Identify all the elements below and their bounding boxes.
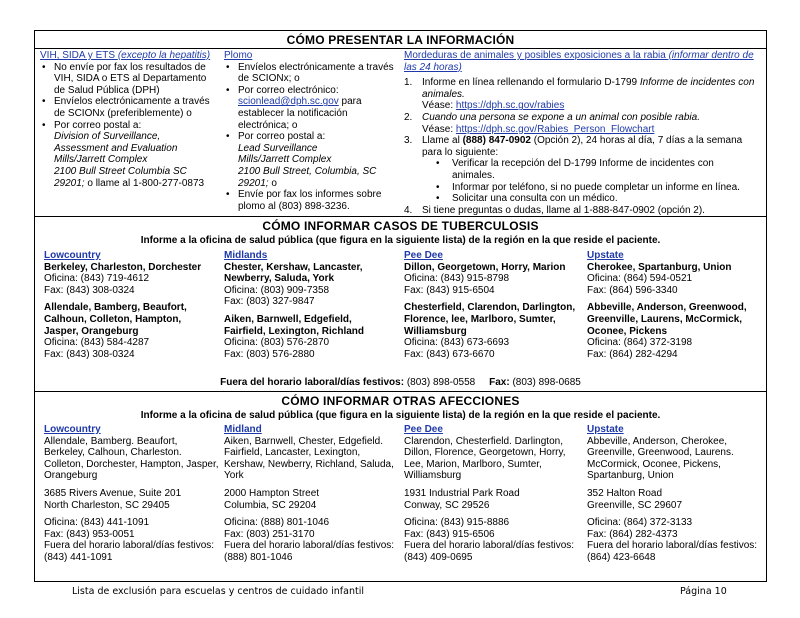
tb-counties: Chester, Kershaw, Lancaster, Newberry, Saluda, York [224,261,363,285]
section3-title: CÓMO INFORMAR OTRAS AFECCIONES [281,394,520,408]
other-afterhours: Fuera del horario laboral/días festivos: (843) 441-1091 [44,540,215,563]
other-city: Conway, SC 29526 [404,499,490,511]
tb-fax: Fax: (843) 915-6504 [404,284,495,296]
hiv-address-line2: Mills/Jarrett Complex [54,154,148,166]
divider [35,391,766,392]
lead-column [224,50,396,212]
tb-counties: Dillon, Georgetown, Horry, Marion [404,261,566,273]
divider [35,216,766,217]
other-office: Oficina: (843) 441-1091 [44,517,150,529]
tb-counties: Berkeley, Charleston, Dorchester [44,261,202,273]
other-fax: Fax: (803) 251-3170 [224,528,315,540]
other-afterhours: Fuera del horario laboral/días festivos: (888) 801-1046 [224,540,395,563]
tb-afterhours: Fuera del horario laboral/días festivos: (803) 898-0558 Fax: (803) 898-0685 [220,377,581,388]
tb-counties: Allendale, Bamberg, Beaufort, Calhoun, Colleton, Hampton, Jasper, Orangeburg [44,302,187,337]
tb-fax: Fax: (803) 576-2880 [224,348,315,360]
tb-fax: Fax: (843) 308-0324 [44,348,135,360]
other-region-name: Pee Dee [404,424,443,435]
hiv-header: VIH, SIDA y ETS (excepto la hepatitis) [40,50,211,61]
lead-header: Plomo [224,50,253,61]
tb-office: Oficina: (843) 584-4287 [44,337,150,349]
tb-region-upstate [587,250,759,360]
rabies-sub-1: • Verificar la recepción del D-1799 Informe de incidentes con animales. [434,158,756,181]
page-number: Página 10 [680,586,727,597]
tb-office: Oficina: (843) 673-6693 [404,337,510,349]
hiv-bullet-1: • No envíe por fax los resultados de VIH, SIDA o ETS al Departamento de Salud Pública (DPH) [40,62,216,97]
rabies-item-3: 3. Llame al (888) 847-0902 (Opción 2), 24 horas al día, 7 días a la semana para lo siguiente: • Verificar la recepción del D-1799 Informe de incidentes con animales. • Informar por teléfono, si no puede completar un informe en línea. • Solicitar una consulta con un médico. [404,135,756,205]
lead-bullet-2: • Por correo electrónico: scionlead@dph.sc.gov para establecer la notificación electrónica; o [224,85,396,131]
other-fax: Fax: (843) 953-0051 [44,528,135,540]
tb-region-name: Midlands [224,250,268,261]
tb-counties: Cherokee, Spartanburg, Union [587,261,732,273]
tb-fax: Fax: (843) 673-6670 [404,348,495,360]
rabies-item-4: 4. Si tiene preguntas o dudas, llame al 1-888-847-0902 (opción 2). [404,204,705,216]
other-afterhours: Fuera del horario laboral/días festivos: (864) 423-6648 [587,540,758,563]
other-counties: Aiken, Barnwell, Chester, Edgefield. Fairfield, Lancaster, Lexington, Kershaw, Newberry, Richland, Saluda, York [224,435,394,482]
rabies-column [404,50,756,216]
rabies-item-1: 1. Informe en línea rellenando el formulario D-1799 Informe de incidentes con animales. Véase: https://dph.sc.gov/rabies [404,77,755,112]
rabies-sub-3: • Solicitar una consulta con un médico. [434,193,756,205]
tb-office: Oficina: (803) 576-2870 [224,337,330,349]
other-counties: Abbeville, Anderson, Cherokee, Greenville, Greenwood, Laurens. McCormick, Oconee, Pickens, Spartanburg, Union [587,435,734,482]
tb-region-peedee [404,250,580,360]
other-city: Greenville, SC 29607 [587,499,683,511]
section2-title: CÓMO INFORMAR CASOS DE TUBERCULOSIS [262,219,539,233]
tb-counties: Abbeville, Anderson, Greenwood, Greenville, Laurens, McCormick, Oconee, Pickens [587,302,747,337]
other-office: Oficina: (864) 372-3133 [587,517,693,529]
rabies-item-2: 2. Cuando una persona se expone a un animal con posible rabia. Véase: https://dph.sc.gov/Rabies_Person_Flowchart [404,111,700,135]
other-counties: Allendale, Bamberg. Beaufort, Berkeley, Calhoun, Charleston. Colleton, Dorchester, Hampton, Jasper, Orangeburg [44,435,219,482]
other-city: Columbia, SC 29204 [224,499,317,511]
tb-fax: Fax: (864) 596-3340 [587,284,678,296]
lead-bullet-3: • Por correo postal a: Lead Surveillance Mills/Jarrett Complex 2100 Bull Street, Columbia, SC 29201; o [224,131,396,189]
other-street: 352 Halton Road [587,487,663,499]
other-street: 3685 Rivers Avenue, Suite 201 [44,487,182,499]
rabies-sub-2: • Informar por teléfono, si no puede completar un informe en línea. [434,182,756,194]
other-fax: Fax: (864) 282-4373 [587,528,678,540]
other-counties: Clarendon, Chesterfield. Darlington, Dillon, Florence, Georgetown, Horry, Lee, Marion, Marlboro, Sumter, Williamsburg [404,435,566,482]
tb-region-name: Pee Dee [404,250,443,261]
other-region-name: Lowcountry [44,424,101,435]
tb-fax: Fax: (803) 327-9847 [224,296,315,308]
tb-region-midlands [224,250,396,360]
tb-fax: Fax: (864) 282-4294 [587,348,678,360]
document-frame [34,30,767,582]
hiv-bullet-2: • Envíelos electrónicamente a través de SCIONx (preferiblemente) o [40,96,216,119]
lead-bullet-1: • Envíelos electrónicamente a través de SCIONx; o [224,62,396,85]
other-region-peedee [404,424,582,564]
tb-counties: Aiken, Barnwell, Edgefield, Fairfield, Lexington, Richland [224,313,365,337]
tb-region-name: Lowcountry [44,250,101,261]
rabies-header: Mordeduras de animales y posibles exposiciones a la rabia (informar dentro de las 24 horas) [404,50,754,73]
rabies-flowchart-link[interactable]: https://dph.sc.gov/Rabies_Person_Flowchart [455,123,655,135]
other-region-lowcountry [44,424,220,564]
tb-fax: Fax: (843) 308-0324 [44,284,135,296]
rabies-link[interactable]: https://dph.sc.gov/rabies [455,100,565,112]
tb-office: Oficina: (843) 915-8798 [404,273,510,285]
divider [35,48,766,49]
hiv-address-line1: Division of Surveillance, Assessment and Evaluation [54,131,178,154]
other-city: North Charleston, SC 29405 [44,499,170,511]
tb-region-name: Upstate [587,250,624,261]
lead-email-link[interactable]: scionlead@dph.sc.gov [238,96,339,108]
hiv-address-line3: 2100 Bull Street Columbia SC 29201; [54,165,187,189]
other-office: Oficina: (888) 801-1046 [224,517,330,529]
tb-office: Oficina: (864) 594-0521 [587,273,693,285]
section1-title: CÓMO PRESENTAR LA INFORMACIÓN [286,33,515,47]
other-region-upstate [587,424,761,564]
footer-title: Lista de exclusión para escuelas y centros de cuidado infantil [72,586,364,597]
hiv-column [40,50,216,189]
other-afterhours: Fuera del horario laboral/días festivos: (843) 409-0695 [404,540,575,563]
tb-region-lowcountry [44,250,216,360]
tb-office: Oficina: (843) 719-4612 [44,273,150,285]
other-office: Oficina: (843) 915-8886 [404,517,510,529]
other-street: 1931 Industrial Park Road [404,487,520,499]
lead-bullet-4: • Envíe por fax los informes sobre plomo al (803) 898-3236. [224,189,396,212]
other-region-name: Midland [224,424,262,435]
tb-counties: Chesterfield, Clarendon, Darlington, Florence, lee, Marlboro, Sumter, Williamsburg [404,302,576,337]
section2-subtitle: Informe a la oficina de salud pública (que figura en la siguiente lista) de la región en la que reside el paciente. [140,235,661,246]
tb-office: Oficina: (803) 909-7358 [224,284,330,296]
section3-subtitle: Informe a la oficina de salud pública (que figura en la siguiente lista) de la región en la que reside el paciente. [140,410,661,421]
other-fax: Fax: (843) 915-6506 [404,528,495,540]
other-region-midland [224,424,396,564]
tb-office: Oficina: (864) 372-3198 [587,337,693,349]
other-region-name: Upstate [587,424,624,435]
other-street: 2000 Hampton Street [224,487,320,499]
hiv-bullet-3: • Por correo postal a: Division of Surveillance, Assessment and Evaluation Mills/Jarrett Complex 2100 Bull Street Columbia SC 29201; o llame al 1-800-277-0873 [40,120,216,190]
